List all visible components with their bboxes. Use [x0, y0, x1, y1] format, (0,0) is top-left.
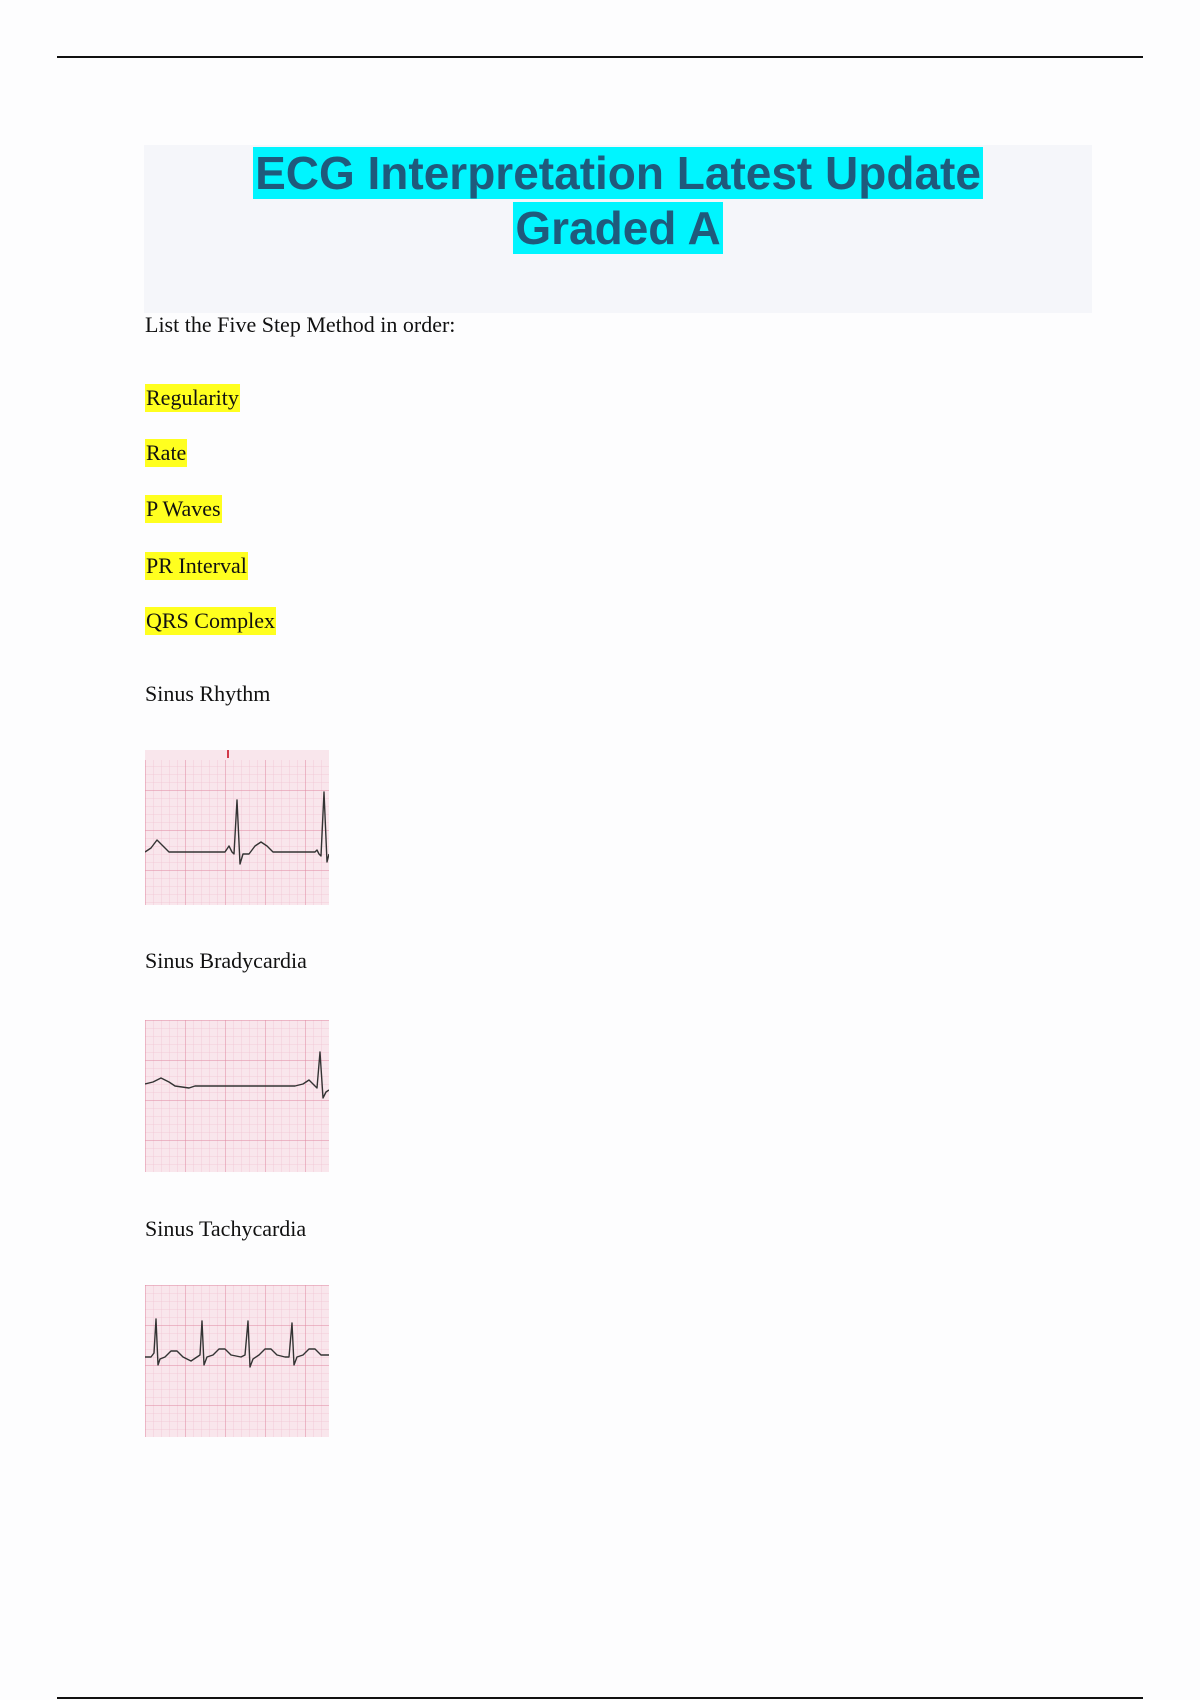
ecg-strip-sinus-rhythm — [145, 750, 329, 905]
ecg-strip-svg — [145, 1285, 329, 1437]
document-title — [144, 146, 1092, 256]
step-label: Rate — [146, 440, 187, 465]
step-item — [145, 607, 276, 635]
ecg-strip-svg — [145, 750, 329, 905]
ecg-strip-sinus-tachycardia — [145, 1285, 329, 1437]
rhythm-label-sinus-rhythm: Sinus Rhythm — [145, 681, 271, 706]
ecg-strip-svg — [145, 1020, 329, 1172]
ecg-strip-sinus-bradycardia — [145, 1020, 329, 1172]
step-item — [145, 439, 187, 467]
step-item — [145, 495, 222, 523]
step-label: QRS Complex — [146, 608, 275, 633]
step-label: Regularity — [146, 385, 239, 410]
top-rule — [57, 56, 1143, 58]
step-item — [145, 552, 248, 580]
rhythm-label-sinus-bradycardia: Sinus Bradycardia — [145, 948, 307, 973]
title-line-1: ECG Interpretation Latest Update — [255, 147, 981, 199]
intro-text: List the Five Step Method in order: — [145, 312, 456, 337]
step-label: P Waves — [146, 496, 221, 521]
title-line-2: Graded A — [515, 202, 721, 254]
step-label: PR Interval — [146, 553, 247, 578]
step-item — [145, 384, 240, 412]
bottom-rule — [57, 1697, 1143, 1699]
rhythm-label-sinus-tachycardia: Sinus Tachycardia — [145, 1216, 307, 1241]
